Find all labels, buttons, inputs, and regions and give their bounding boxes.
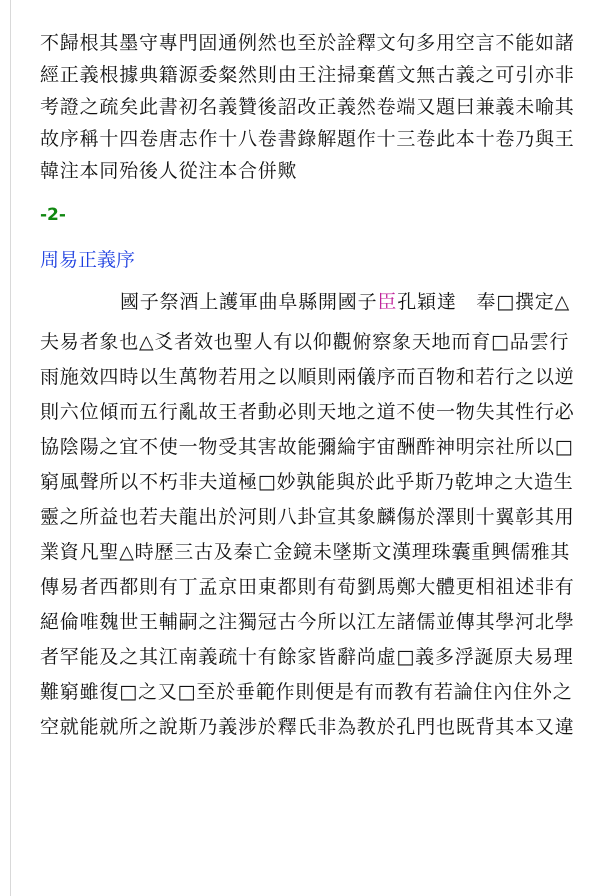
text-line: 雨施效四時以生萬物若用之以順則兩儀序而百物和若行之以逆 bbox=[40, 366, 575, 388]
intro-paragraph bbox=[40, 27, 580, 187]
text-line: 業資凡聖△時歷三古及秦亡金鏡未墜斯文漢理珠囊重興儒雅其 bbox=[40, 541, 571, 563]
text-line: 者罕能及之其江南義疏十有餘家皆辭尚虛□義多浮誕原夫易理 bbox=[40, 646, 574, 668]
text-line: 故序稱十四卷唐志作十八卷書錄解題作十三卷此本十卷乃與王 bbox=[40, 128, 575, 150]
author-title: 國子祭酒上護軍曲阜縣開國子 bbox=[120, 291, 378, 313]
document-page bbox=[40, 27, 580, 745]
subject-mark: 臣 bbox=[377, 291, 398, 313]
page-number-marker: -2- bbox=[40, 205, 66, 225]
author-name: 孔穎達 奉□撰定△ bbox=[397, 291, 570, 313]
preface-body bbox=[40, 325, 580, 745]
text-line: 不歸根其墨守專門固通例然也至於詮釋文句多用空言不能如諸 bbox=[40, 32, 575, 54]
text-line: 絕倫唯魏世王輔嗣之注獨冠古今所以江左諸儒並傳其學河北學 bbox=[40, 611, 575, 633]
text-line: 協陰陽之宜不使一物受其害故能彌綸宇宙酬酢神明宗社所以□ bbox=[40, 436, 574, 458]
left-margin-rule bbox=[10, 0, 11, 896]
section-title: 周易正義序 bbox=[40, 249, 136, 271]
text-line: 經正義根據典籍源委粲然則由王注掃棄舊文無古義之可引亦非 bbox=[40, 64, 575, 86]
text-line: 靈之所益也若夫龍出於河則八卦宣其象麟傷於澤則十翼彰其用 bbox=[40, 506, 575, 528]
text-line: 難窮雖復□之又□至於垂範作則便是有而教有若論住內住外之 bbox=[40, 681, 573, 703]
author-attribution bbox=[40, 285, 580, 319]
text-line: 傳易者西都則有丁孟京田東都則有荀劉馬鄭大體更相祖述非有 bbox=[40, 576, 575, 598]
text-line: 則六位傾而五行亂故王者動必則天地之道不使一物失其性行必 bbox=[40, 401, 575, 423]
text-line: 夫易者象也△爻者效也聖人有以仰觀俯察象天地而育□品雲行 bbox=[40, 331, 570, 353]
text-line: 韓注本同殆後人從注本合併歟 bbox=[40, 160, 298, 182]
text-line: 考證之疏矣此書初名義贊後詔改正義然卷端又題曰兼義未喻其 bbox=[40, 96, 575, 118]
text-line: 空就能就所之說斯乃義涉於釋氏非為教於孔門也既背其本又違 bbox=[40, 716, 575, 738]
text-line: 窮風聲所以不朽非夫道極□妙孰能與於此乎斯乃乾坤之大造生 bbox=[40, 471, 574, 493]
